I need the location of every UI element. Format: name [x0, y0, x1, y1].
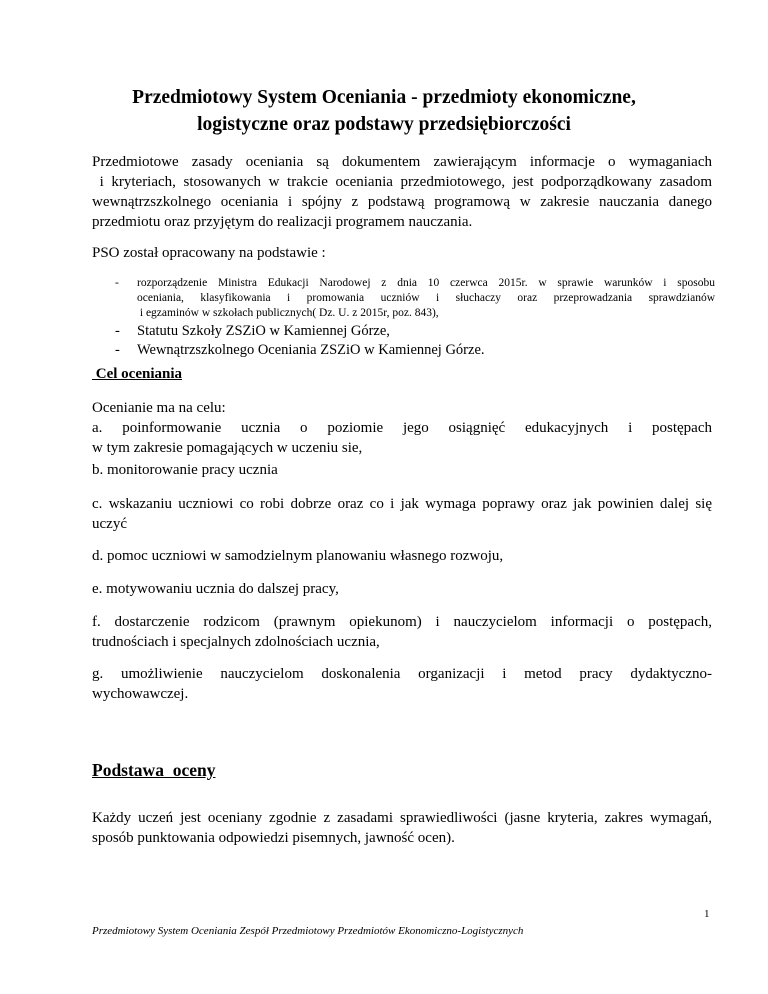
basis-item-1-line-1: rozporządzenie Ministra Edukacji Narodowej z dnia 10 czerwca 2015r. w sprawie warunków i sposobu	[137, 277, 715, 289]
intro-line-4: przedmiotu oraz przyjętym do realizacji programem nauczania.	[92, 214, 473, 230]
document-title	[70, 84, 698, 138]
basis-item-1-line-3: i egzaminów w szkołach publicznych( Dz. U. z 2015r, poz. 843),	[137, 307, 439, 319]
goal-item-e: e. motywowaniu ucznia do dalszej pracy,	[92, 581, 339, 597]
intro-paragraph	[92, 152, 712, 232]
goal-item-c	[92, 494, 712, 534]
basis-grade-paragraph	[92, 808, 712, 848]
goal-item-d: d. pomoc uczniowi w samodzielnym planowaniu własnego rozwoju,	[92, 548, 504, 564]
title-line-1: Przedmiotowy System Oceniania - przedmioty ekonomiczne,	[132, 87, 636, 108]
page-number: 1	[704, 908, 710, 920]
basis-item-3: Wewnątrzszkolnego Oceniania ZSZiO w Kamiennej Górze.	[137, 342, 485, 358]
goal-item-b: b. monitorowanie pracy ucznia	[92, 462, 278, 478]
goal-item-g-line-1: g. umożliwienie nauczycielom doskonalenia organizacji i metod pracy dydaktyczno-	[92, 666, 712, 682]
goal-intro	[92, 398, 712, 458]
basis-grade-line-1: Każdy uczeń jest oceniany zgodnie z zasadami sprawiedliwości (jasne kryteria, zakres wymagań,	[92, 810, 712, 826]
basis-grade-line-2: sposób punktowania odpowiedzi pisemnych, jawność ocen).	[92, 830, 455, 846]
goal-item-c-line-2: uczyć	[92, 516, 127, 532]
goal-item-a-line-2: w tym zakresie pomagających w uczeniu sie,	[92, 440, 363, 456]
basis-item-2: Statutu Szkoły ZSZiO w Kamiennej Górze,	[137, 323, 390, 339]
goal-item-f	[92, 612, 712, 652]
page-footer: Przedmiotowy System Oceniania Zespół Przedmiotowy Przedmiotów Ekonomiczno-Logistycznych	[92, 925, 524, 937]
goal-item-g-line-2: wychowawczej.	[92, 686, 189, 702]
intro-line-2: i kryteriach, stosowanych w trakcie oceniania przedmiotowego, jest podporządkowany zasadom	[92, 174, 712, 190]
intro-line-3: wewnątrzszkolnego oceniania i spójny z podstawą programową w zakresie nauczania danego	[92, 194, 712, 210]
title-line-2: logistyczne oraz podstawy przedsiębiorczości	[197, 114, 571, 135]
basis-item-1-line-2: oceniania, klasyfikowania i promowania uczniów i słuchaczy oraz przeprowadzania sprawdzianów	[137, 292, 715, 304]
goal-item-f-line-2: trudnościach i specjalnych zdolnościach ucznia,	[92, 634, 380, 650]
list-item	[115, 276, 715, 321]
list-item	[115, 322, 715, 341]
intro-line-1: Przedmiotowe zasady oceniania są dokumentem zawierającym informacje o wymaganiach	[92, 154, 712, 170]
list-dash: -	[115, 342, 120, 358]
basis-grade-heading: Podstawa oceny	[92, 760, 216, 780]
basis-list	[115, 276, 715, 360]
list-dash: -	[115, 277, 119, 289]
goal-lead: Ocenianie ma na celu:	[92, 400, 226, 416]
goal-item-a-line-1: a. poinformowanie ucznia o poziomie jego osiągnięć edukacyjnych i postępach	[92, 420, 712, 436]
basis-lead: PSO został opracowany na podstawie :	[92, 245, 326, 261]
goal-item-f-line-1: f. dostarczenie rodzicom (prawnym opiekunom) i nauczycielom informacji o postępach,	[92, 614, 712, 630]
goal-heading: Cel oceniania	[92, 366, 182, 382]
goal-item-c-line-1: c. wskazaniu uczniowi co robi dobrze oraz co i jak wymaga poprawy oraz jak powinien dalej się	[92, 496, 712, 512]
goal-item-g	[92, 664, 712, 704]
list-item	[115, 341, 715, 360]
list-dash: -	[115, 323, 120, 339]
